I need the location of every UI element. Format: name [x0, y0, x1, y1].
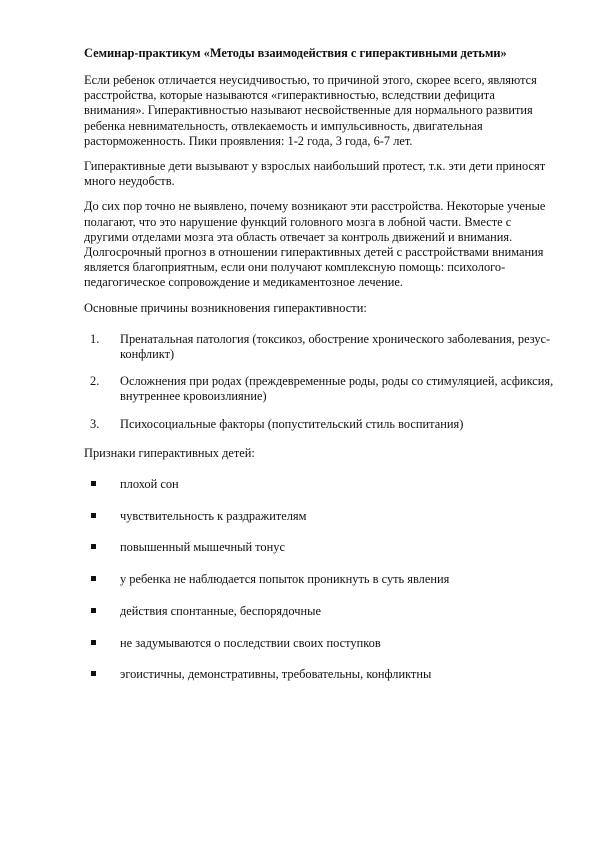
square-bullet-icon	[91, 481, 96, 486]
paragraph-protest: Гиперактивные дети вызывают у взрослых наибольший протест, т.к. эти дети приносят много неудобств.	[84, 159, 546, 189]
list-item-text: чувствительность к раздражителям	[120, 508, 307, 523]
square-bullet-icon	[91, 544, 96, 549]
paragraph-causes-unknown: До сих пор точно не выявлено, почему возникают эти расстройства. Некоторые ученые полагают, что это нарушение функций головного мозга в лобной части. Вместе с другими отделами мозга эта область отвечает за контроль движений и внимания. Долгосрочный прогноз в отношении гиперактивных детей с расстройствами внимания является благоприятным, если они получают комплексную помощь: психолого-педагогическое сопровождение и медикаментозное лечение.	[84, 199, 546, 290]
list-item	[84, 417, 554, 432]
square-bullet-icon	[91, 671, 96, 676]
list-item-text: не задумываются о последствии своих поступков	[120, 635, 381, 650]
square-bullet-icon	[91, 640, 96, 645]
list-number: 1.	[90, 331, 100, 346]
list-item-text: повышенный мышечный тонус	[120, 540, 285, 555]
signs-list	[84, 477, 554, 682]
paragraph-intro: Если ребенок отличается неусидчивостью, то причиной этого, скорее всего, являются расстройства, которые называются «гиперактивностью, вследствии дефицита внимания». Гиперактивностью называют несвойственные для нормального развития ребенка невнимательность, отвлекаемость и импульсивность, двигательная расторможенность. Пики проявления: 1-2 года, 3 года, 6-7 лет.	[84, 73, 537, 148]
list-item-text: Осложнения при родах (преждевременные роды, роды со стимуляцией, асфиксия, внутреннее кровоизлияние)	[120, 374, 554, 404]
causes-list	[84, 332, 554, 432]
square-bullet-icon	[91, 513, 96, 518]
list-item-text: у ребенка не наблюдается попыток проникнуть в суть явления	[120, 572, 450, 587]
list-number: 2.	[90, 374, 100, 389]
list-item	[84, 374, 554, 404]
list-item-text: плохой сон	[120, 477, 179, 492]
list-item	[84, 667, 554, 682]
list-item	[84, 332, 554, 362]
list-item	[84, 477, 554, 492]
document-title: Семинар-практикум «Методы взаимодействия с гиперактивными детьми»	[84, 46, 507, 60]
list-item	[84, 540, 554, 555]
causes-heading: Основные причины возникновения гиперактивности:	[84, 300, 367, 315]
list-item	[84, 572, 554, 587]
square-bullet-icon	[91, 576, 96, 581]
list-item-text: эгоистичны, демонстративны, требовательны, конфликтны	[120, 667, 432, 682]
list-item-text: действия спонтанные, беспорядочные	[120, 603, 321, 618]
list-item	[84, 636, 554, 651]
list-item-text: Пренатальная патология (токсикоз, обострение хронического заболевания, резус-конфликт)	[120, 331, 551, 362]
document-page	[84, 46, 554, 699]
list-item	[84, 509, 554, 524]
square-bullet-icon	[91, 608, 96, 613]
list-item-text: Психосоциальные факторы (попустительский стиль воспитания)	[120, 416, 464, 431]
list-item	[84, 604, 554, 619]
list-number: 3.	[90, 416, 100, 431]
signs-heading: Признаки гиперактивных детей:	[84, 445, 255, 460]
